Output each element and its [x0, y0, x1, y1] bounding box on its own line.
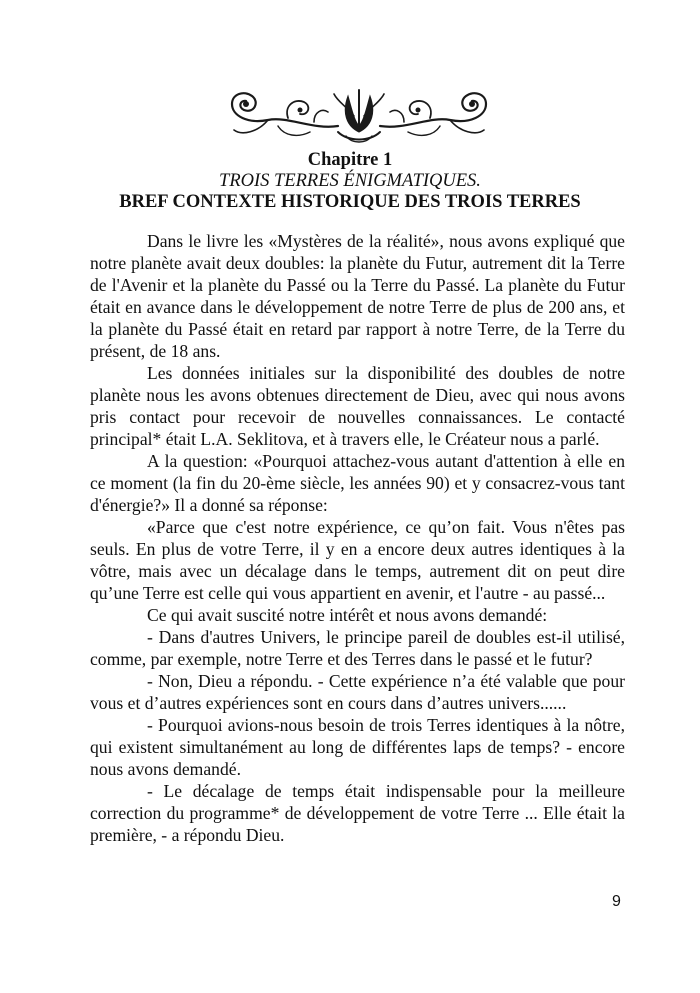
paragraph: «Parce que c'est notre expérience, ce qu’on fait. Vous n'êtes pas seuls. En plus de votre Terre, il y en a encore deux autres identiques à la vôtre, mais avec un décalage dans le temps, autrement dit on peut dire qu’une Terre est celle qui vous appartient en avenir, et l'autre - au passé...: [90, 517, 625, 603]
paragraph: - Le décalage de temps était indispensable pour la meilleure correction du programme* de développement de votre Terre ... Elle était la première, - a répondu Dieu.: [90, 781, 625, 845]
floral-scroll-ornament-icon: [218, 86, 500, 148]
body-text: [90, 230, 625, 846]
paragraph: - Dans d'autres Univers, le principe pareil de doubles est-il utilisé, comme, par exemple, notre Terre et des Terres dans le passé et le futur?: [90, 627, 625, 669]
chapter-number: Chapitre 1: [307, 150, 393, 170]
chapter-title: BREF CONTEXTE HISTORIQUE DES TROIS TERRES: [119, 192, 581, 212]
paragraph: Ce qui avait suscité notre intérêt et nous avons demandé:: [147, 605, 548, 625]
page-number: 9: [612, 893, 621, 910]
paragraph: Dans le livre les «Mystères de la réalité», nous avons expliqué que notre planète avait deux doubles: la planète du Futur, autrement dit la Terre de l'Avenir et la planète du Passé ou la Terre du Passé. La planète du Futur était en avance dans le développement de notre Terre de plus de 200 ans, et la planète du Passé était en retard par rapport à notre Terre, de la Terre du présent, de 18 ans.: [90, 231, 625, 361]
paragraph: - Pourquoi avions-nous besoin de trois Terres identiques à la nôtre, qui existent simultanément au long de différentes laps de temps? - encore nous avons demandé.: [90, 715, 625, 779]
paragraph: Les données initiales sur la disponibilité des doubles de notre planète nous les avons obtenues directement de Dieu, avec qui nous avons pris contact pour recevoir de nouvelles connaissances. Le contacté principal* était L.A. Seklitova, et à travers elle, le Créateur nous a parlé.: [90, 363, 625, 449]
chapter-subtitle: TROIS TERRES ÉNIGMATIQUES.: [219, 171, 481, 191]
paragraph: - Non, Dieu a répondu. - Cette expérience n’a été valable que pour vous et d’autres expériences sont en cours dans d’autres univers......: [90, 671, 625, 713]
paragraph: A la question: «Pourquoi attachez-vous autant d'attention à elle en ce moment (la fin du 20-ème siècle, les années 90) et y consacrez-vous tant d'énergie?» Il a donné sa réponse:: [90, 451, 625, 515]
